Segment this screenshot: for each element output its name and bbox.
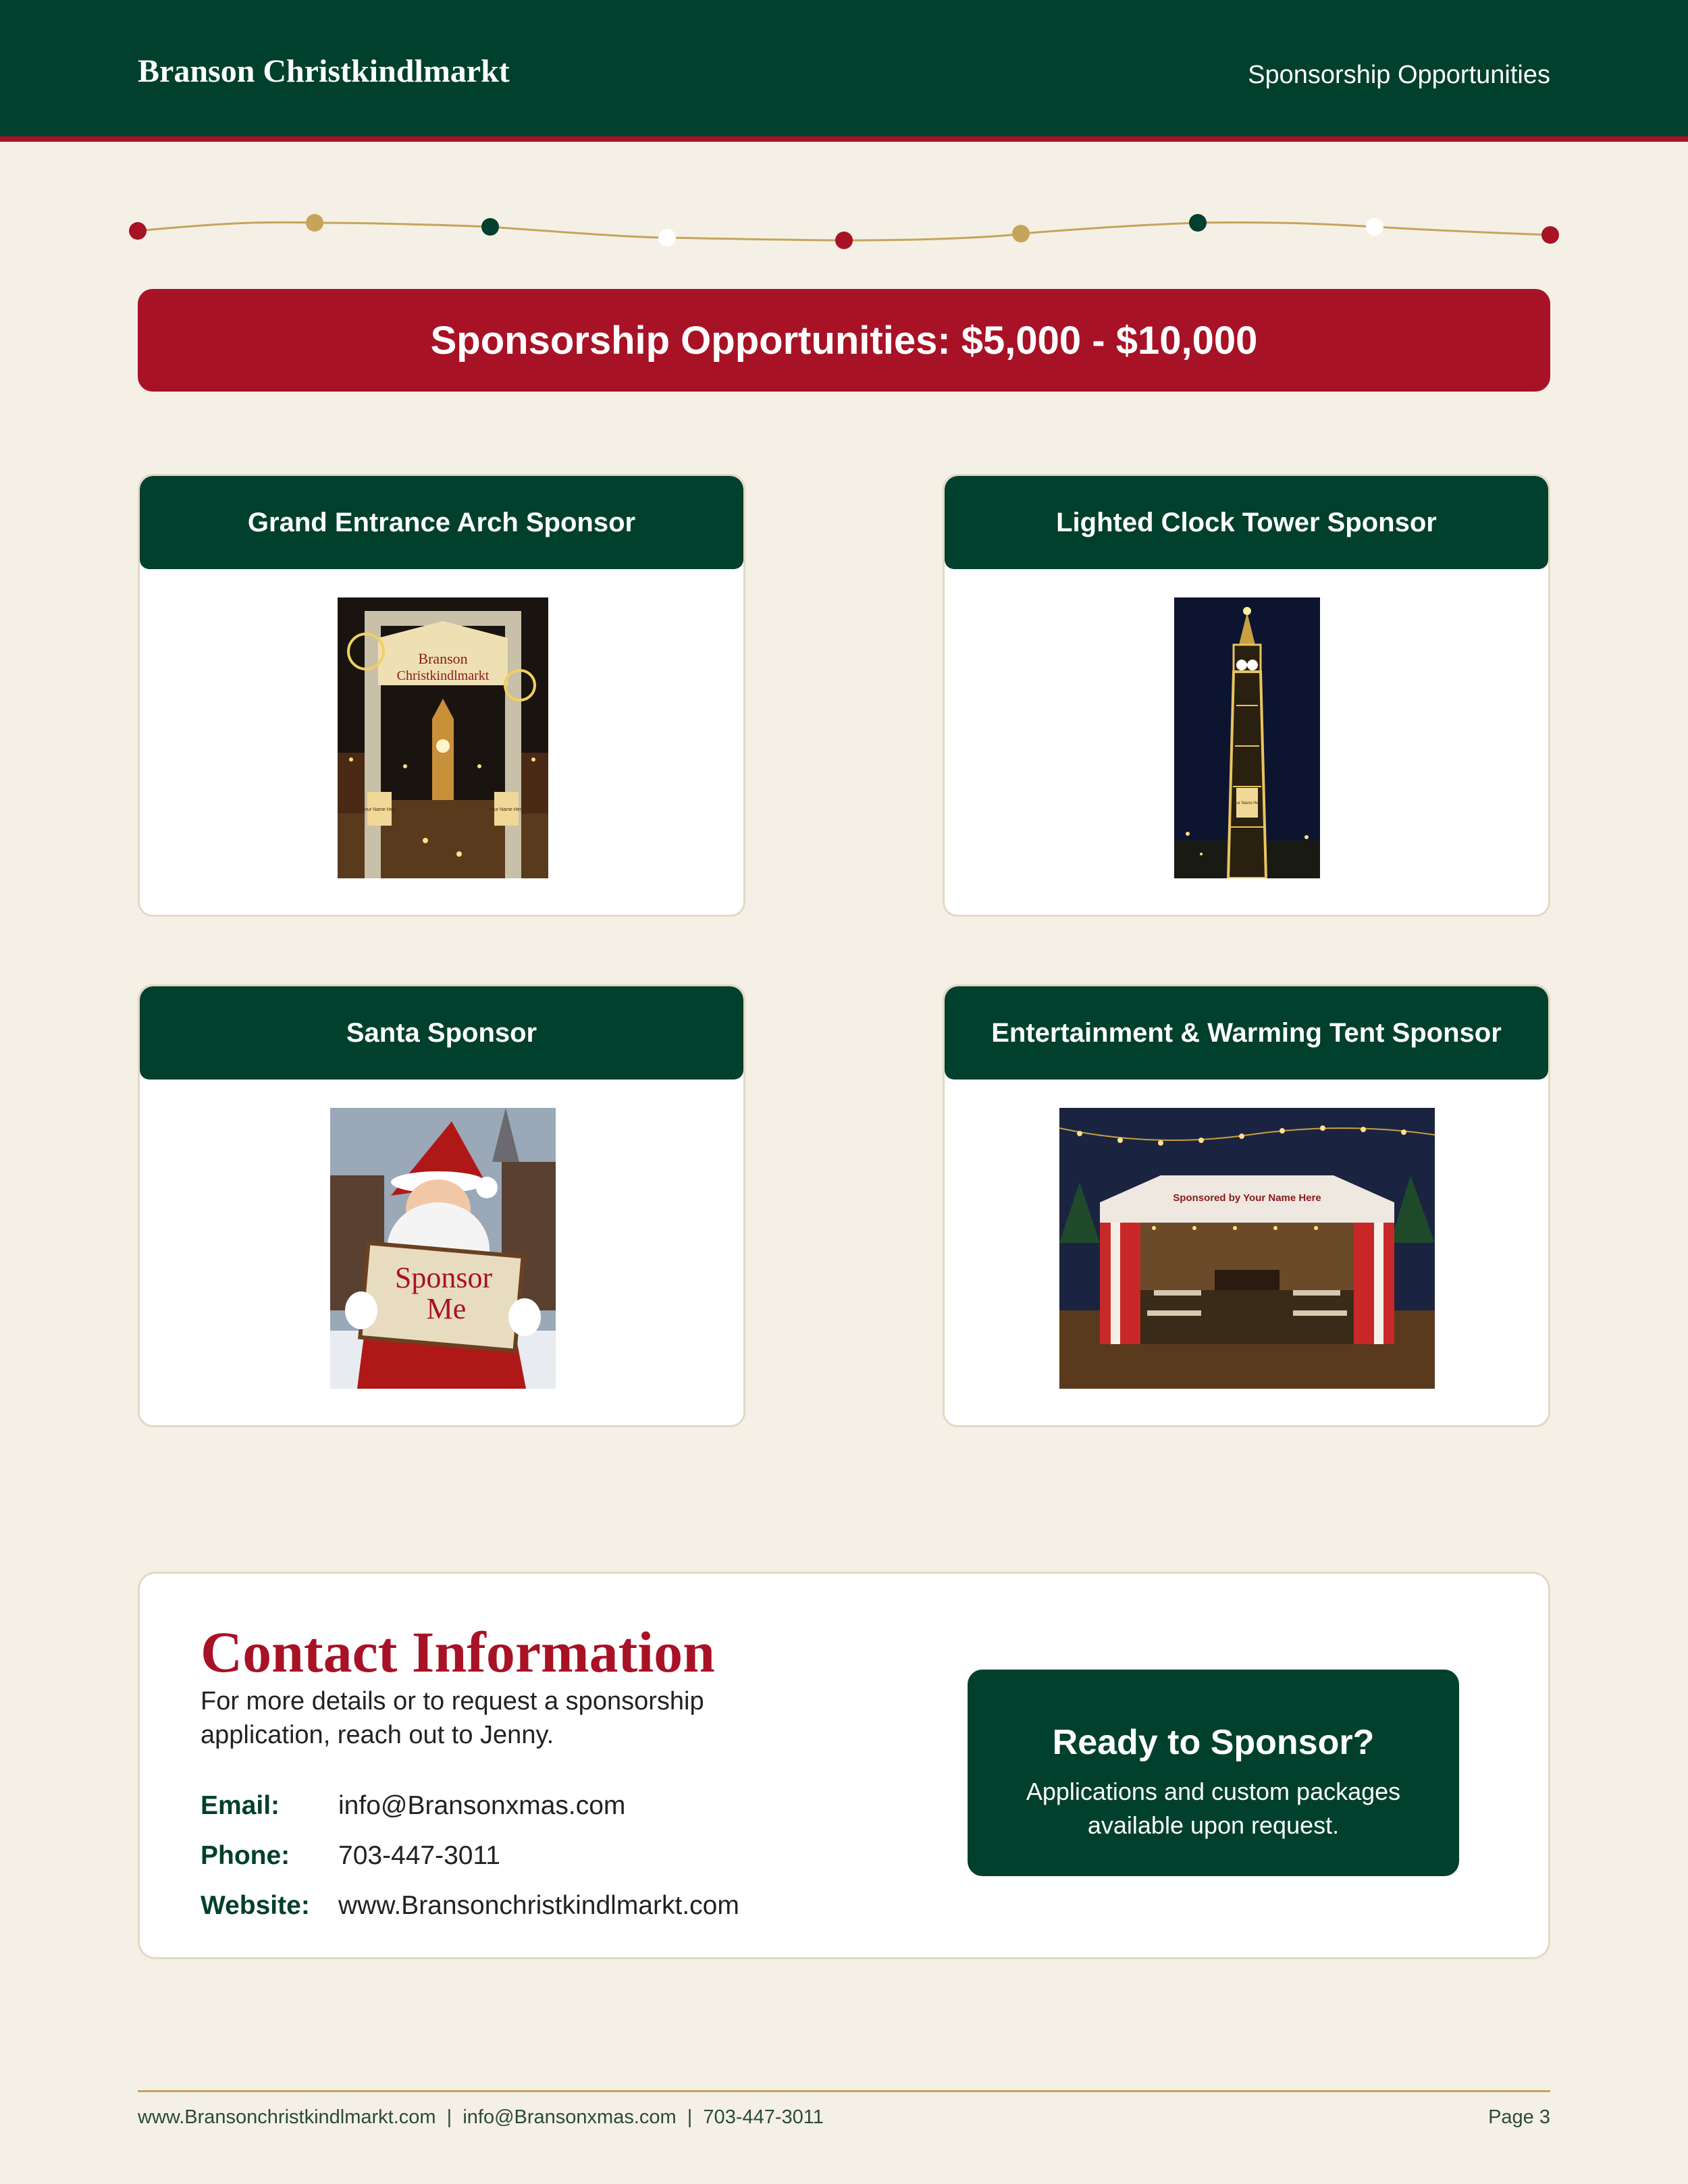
light-bulb <box>1366 218 1383 236</box>
contact-description: For more details or to request a sponsorship application, reach out to Jenny. <box>201 1687 704 1749</box>
cta-text: Applications and custom packages available upon request. <box>1026 1778 1401 1839</box>
sponsor-card-santa <box>138 984 745 1427</box>
page-header <box>0 0 1688 142</box>
arch-sign-line1: Branson <box>418 650 468 667</box>
page-number: Page 3 <box>1488 2106 1550 2128</box>
light-bulb <box>481 218 499 236</box>
brand-name: Branson Christkindlmarkt <box>138 53 510 89</box>
sponsor-card-warming-tent <box>943 984 1550 1427</box>
sponsor-card-clock-tower <box>943 474 1550 917</box>
footer-divider <box>138 2090 1550 2092</box>
arch-left-panel-text: Your Name Here <box>362 807 397 812</box>
cta-title: Ready to Sponsor? <box>1052 1723 1375 1762</box>
sponsorship-banner <box>138 289 1550 392</box>
sponsor-card-header <box>945 986 1548 1080</box>
light-bulb <box>1012 225 1030 242</box>
string-lights-decoration <box>128 203 1560 257</box>
contact-section <box>138 1572 1550 1959</box>
website-value[interactable]: www.Bransonchristkindlmarkt.com <box>338 1891 739 1920</box>
santa-sign-line1: Sponsor <box>394 1261 493 1294</box>
ready-to-sponsor-box <box>968 1670 1459 1876</box>
light-bulb <box>658 229 676 246</box>
sponsor-card-header <box>140 476 743 569</box>
warming-tent-image <box>1059 1108 1435 1389</box>
contact-title: Contact Information <box>201 1620 715 1684</box>
tower-panel-text: Your Name Here <box>1232 801 1263 805</box>
banner-title: Sponsorship Opportunities: $5,000 - $10,000 <box>430 318 1258 363</box>
light-bulb <box>1541 226 1559 244</box>
phone-value[interactable]: 703-447-3011 <box>338 1841 500 1870</box>
light-bulb <box>835 232 853 249</box>
phone-label: Phone: <box>201 1841 290 1870</box>
light-bulb <box>1189 214 1207 232</box>
header-section-title: Sponsorship Opportunities <box>1248 61 1550 89</box>
clock-tower-image <box>1174 597 1320 878</box>
website-label: Website: <box>201 1891 310 1920</box>
sponsor-card-title: Santa Sponsor <box>346 1017 537 1048</box>
sponsor-card-header <box>140 986 743 1080</box>
light-bulb <box>129 222 147 240</box>
email-value[interactable]: info@Bransonxmas.com <box>338 1791 626 1820</box>
sponsor-card-header <box>945 476 1548 569</box>
sponsor-card-title: Entertainment & Warming Tent Sponsor <box>991 1017 1502 1048</box>
light-bulb <box>306 214 323 232</box>
tent-banner-text: Sponsored by Your Name Here <box>1173 1192 1321 1204</box>
sponsor-card-title: Lighted Clock Tower Sponsor <box>1056 507 1437 537</box>
email-label: Email: <box>201 1791 280 1820</box>
entrance-arch-image <box>338 597 548 878</box>
arch-right-panel-text: Your Name Here <box>489 807 524 812</box>
santa-sign-line2: Me <box>426 1292 467 1325</box>
sponsor-card-title: Grand Entrance Arch Sponsor <box>247 507 636 537</box>
footer-contact-line: www.Bransonchristkindlmarkt.com | info@Bransonxmas.com | 703-447-3011 <box>138 2106 824 2128</box>
santa-image <box>330 1108 556 1389</box>
sponsor-card-entrance-arch <box>138 474 745 917</box>
arch-sign-line2: Christkindlmarkt <box>396 668 490 683</box>
